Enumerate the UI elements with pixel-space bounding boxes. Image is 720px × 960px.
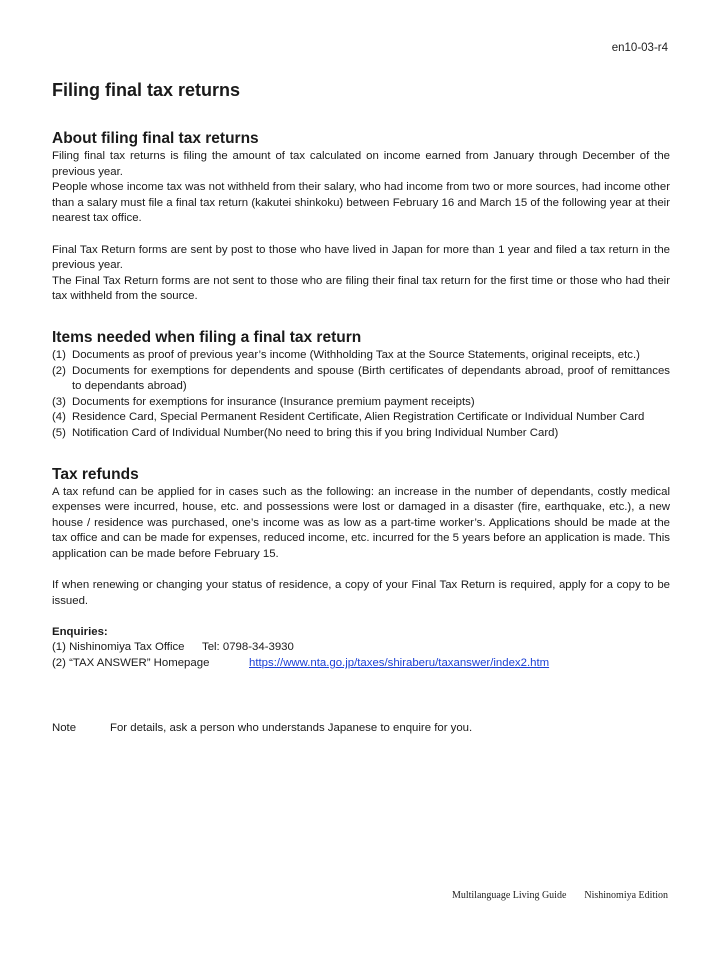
enquiry-row-homepage xyxy=(52,656,670,672)
about-section xyxy=(52,130,670,305)
note-label: Note xyxy=(52,721,77,734)
tax-answer-link[interactable]: https://www.nta.go.jp/taxes/shiraberu/taxanswer/index2.htm xyxy=(249,657,550,670)
enquiry-row-tax-office xyxy=(52,640,670,656)
refunds-heading: Tax refunds xyxy=(52,465,139,483)
page-title: Filing final tax returns xyxy=(52,80,241,100)
document-body xyxy=(52,130,670,736)
about-paragraph-2: People whose income tax was not withheld from their salary, who had income from two or more sources, had income other than a salary must file a final tax return (kakutei shinkoku) between February 16 and March 15 of the following year at their nearest tax office. xyxy=(52,181,670,225)
items-section xyxy=(52,329,670,442)
refunds-paragraph-1: A tax refund can be applied for in cases such as the following: an increase in the number of dependants, costly medical expenses were incurred, house, etc. and possessions were lost or damaged in a disaster (fire, earthquake, etc.), a new house / residence was purchased, one’s income was as low as a part-time worker’s. Applications should be made at the tax office and can be made for expenses, reduced income, etc. incurred for the 5 years before an application is made. This application can be made before February 15. xyxy=(52,485,670,560)
refunds-paragraph-2: If when renewing or changing your status of residence, a copy of your Final Tax Return is required, apply for a copy to be issued. xyxy=(52,579,670,607)
document-code: en10-03-r4 xyxy=(611,42,668,54)
list-item: (2) Documents for exemptions for dependents and spouse (Birth certificates of dependants abroad, proof of remittances to dependants abroad) xyxy=(52,364,670,393)
about-paragraph-4: The Final Tax Return forms are not sent to those who are filing their final tax return for the first time or those who had their tax withheld from the source. xyxy=(52,274,670,303)
about-paragraph-1: Filing final tax returns is filing the amount of tax calculated on income earned from January through December of the previous year. xyxy=(52,150,670,178)
footer-edition: Nishinomiya Edition xyxy=(584,890,668,901)
enquiry-label: (1) Nishinomiya Tax Office xyxy=(52,641,185,654)
note-text: For details, ask a person who understands Japanese to enquire for you. xyxy=(110,721,473,734)
footer-guide: Multilanguage Living Guide xyxy=(451,890,567,901)
refunds-section xyxy=(52,466,670,610)
list-item: (5) Notification Card of Individual Number(No need to bring this if you bring Individual Number Card) xyxy=(52,426,559,439)
enquiry-label: (2) “TAX ANSWER” Homepage xyxy=(52,657,210,670)
items-list xyxy=(52,348,670,442)
note xyxy=(52,721,670,737)
list-item: (1) Documents as proof of previous year’s income (Withholding Tax at the Source Statements, original receipts, etc.) xyxy=(52,348,640,361)
about-paragraph-3: Final Tax Return forms are sent by post to those who have lived in Japan for more than 1 year and filed a tax return in the previous year. xyxy=(52,243,670,272)
enquiry-phone: Tel: 0798-34-3930 xyxy=(202,641,294,654)
enquiries-title: Enquiries: xyxy=(52,625,108,638)
footer xyxy=(452,890,668,901)
enquiries-section xyxy=(52,625,670,672)
about-heading: About filing final tax returns xyxy=(52,130,259,147)
list-item: (4) Residence Card, Special Permanent Resident Certificate, Alien Registration Certificate or Individual Number Card xyxy=(52,411,645,424)
items-heading: Items needed when filing a final tax return xyxy=(52,328,362,346)
list-item: (3) Documents for exemptions for insurance (Insurance premium payment receipts) xyxy=(52,395,475,408)
